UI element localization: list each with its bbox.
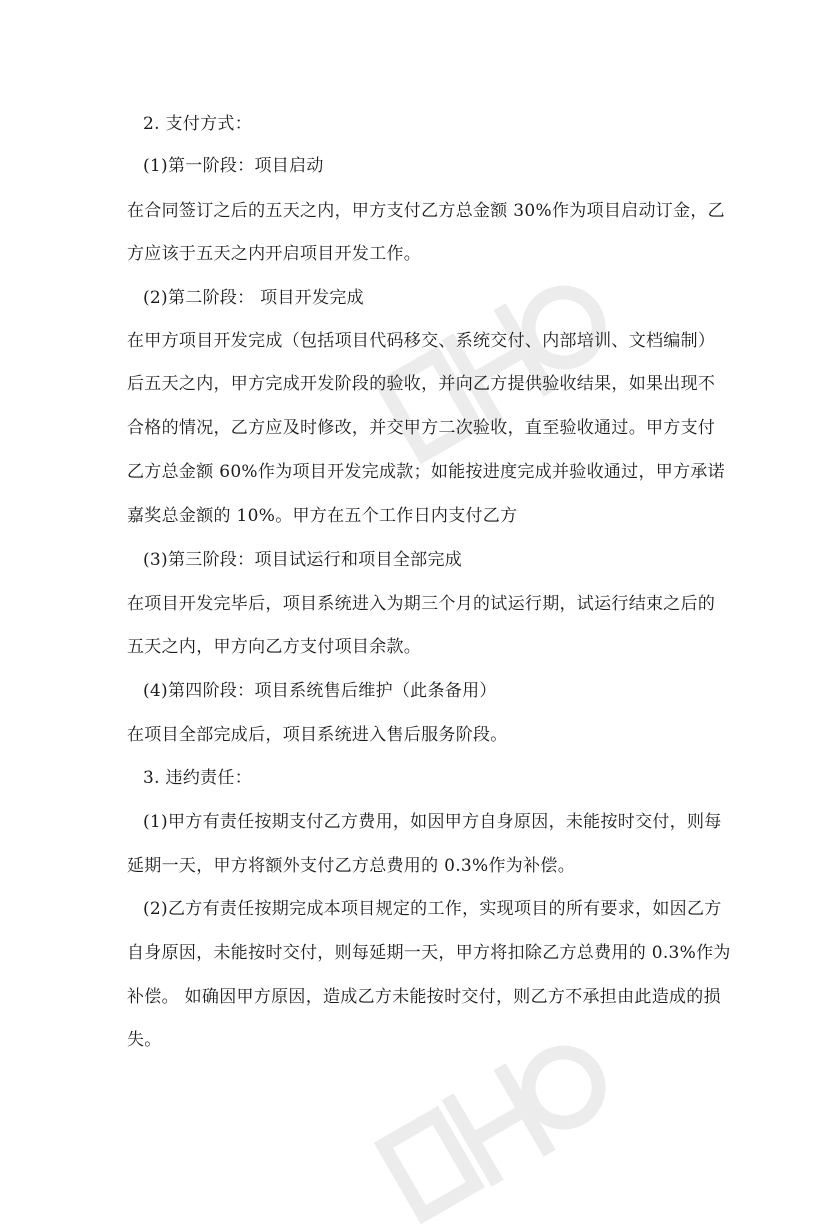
paragraph-line: 补偿。 如确因甲方原因，造成乙方未能按时交付，则乙方不承担由此造成的损 — [127, 987, 721, 1007]
paragraph-line: 在项目全部完成后，项目系统进入售后服务阶段。 — [127, 725, 508, 745]
paragraph-line: 乙方总金额 60%作为项目开发完成款；如能按进度完成并验收通过，甲方承诺 — [127, 462, 725, 482]
paragraph-line: (2)乙方有责任按期完成本项目规定的工作，实现项目的所有要求，如因乙方 — [143, 899, 722, 919]
paragraph-line: 方应该于五天之内开启项目开发工作。 — [127, 244, 422, 264]
stage-heading: (4)第四阶段：项目系统售后维护（此条备用） — [143, 681, 497, 701]
watermark-graphic — [360, 270, 620, 470]
paragraph-line: 嘉奖总金额的 10%。甲方在五个工作日内支付乙方 — [127, 506, 518, 526]
paragraph-line: (1)甲方有责任按期支付乙方费用，如因甲方自身原因，未能按时交付，则每 — [143, 812, 722, 832]
paragraph-line: 在甲方项目开发完成（包括项目代码移交、系统交付、内部培训、文档编制） — [127, 331, 716, 351]
paragraph-line: 在合同签订之后的五天之内，甲方支付乙方总金额 30%作为项目启动订金，乙 — [127, 201, 725, 221]
paragraph-line: 失。 — [127, 1030, 162, 1050]
paragraph-line: 合格的情况，乙方应及时修改，并交甲方二次验收，直至验收通过。甲方支付 — [127, 418, 716, 438]
section-heading-liability: 3. 违约责任： — [143, 768, 253, 788]
watermark-graphic — [360, 1030, 620, 1230]
paragraph-line: 自身原因，未能按时交付，则每延期一天，甲方将扣除乙方总费用的 0.3%作为 — [127, 943, 731, 963]
paragraph-line: 在项目开发完毕后，项目系统进入为期三个月的试运行期，试运行结束之后的 — [127, 594, 716, 614]
stage-heading: (1)第一阶段：项目启动 — [143, 156, 324, 176]
paragraph-line: 延期一天，甲方将额外支付乙方总费用的 0.3%作为补偿。 — [127, 856, 575, 876]
paragraph-line: 后五天之内，甲方完成开发阶段的验收，并向乙方提供验收结果，如果出现不 — [127, 374, 716, 394]
paragraph-line: 五天之内，甲方向乙方支付项目余款。 — [127, 637, 422, 657]
section-heading-payment: 2. 支付方式： — [143, 114, 253, 134]
stage-heading: (3)第三阶段：项目试运行和项目全部完成 — [143, 550, 463, 570]
stage-heading: (2)第二阶段： 项目开发完成 — [143, 288, 364, 308]
